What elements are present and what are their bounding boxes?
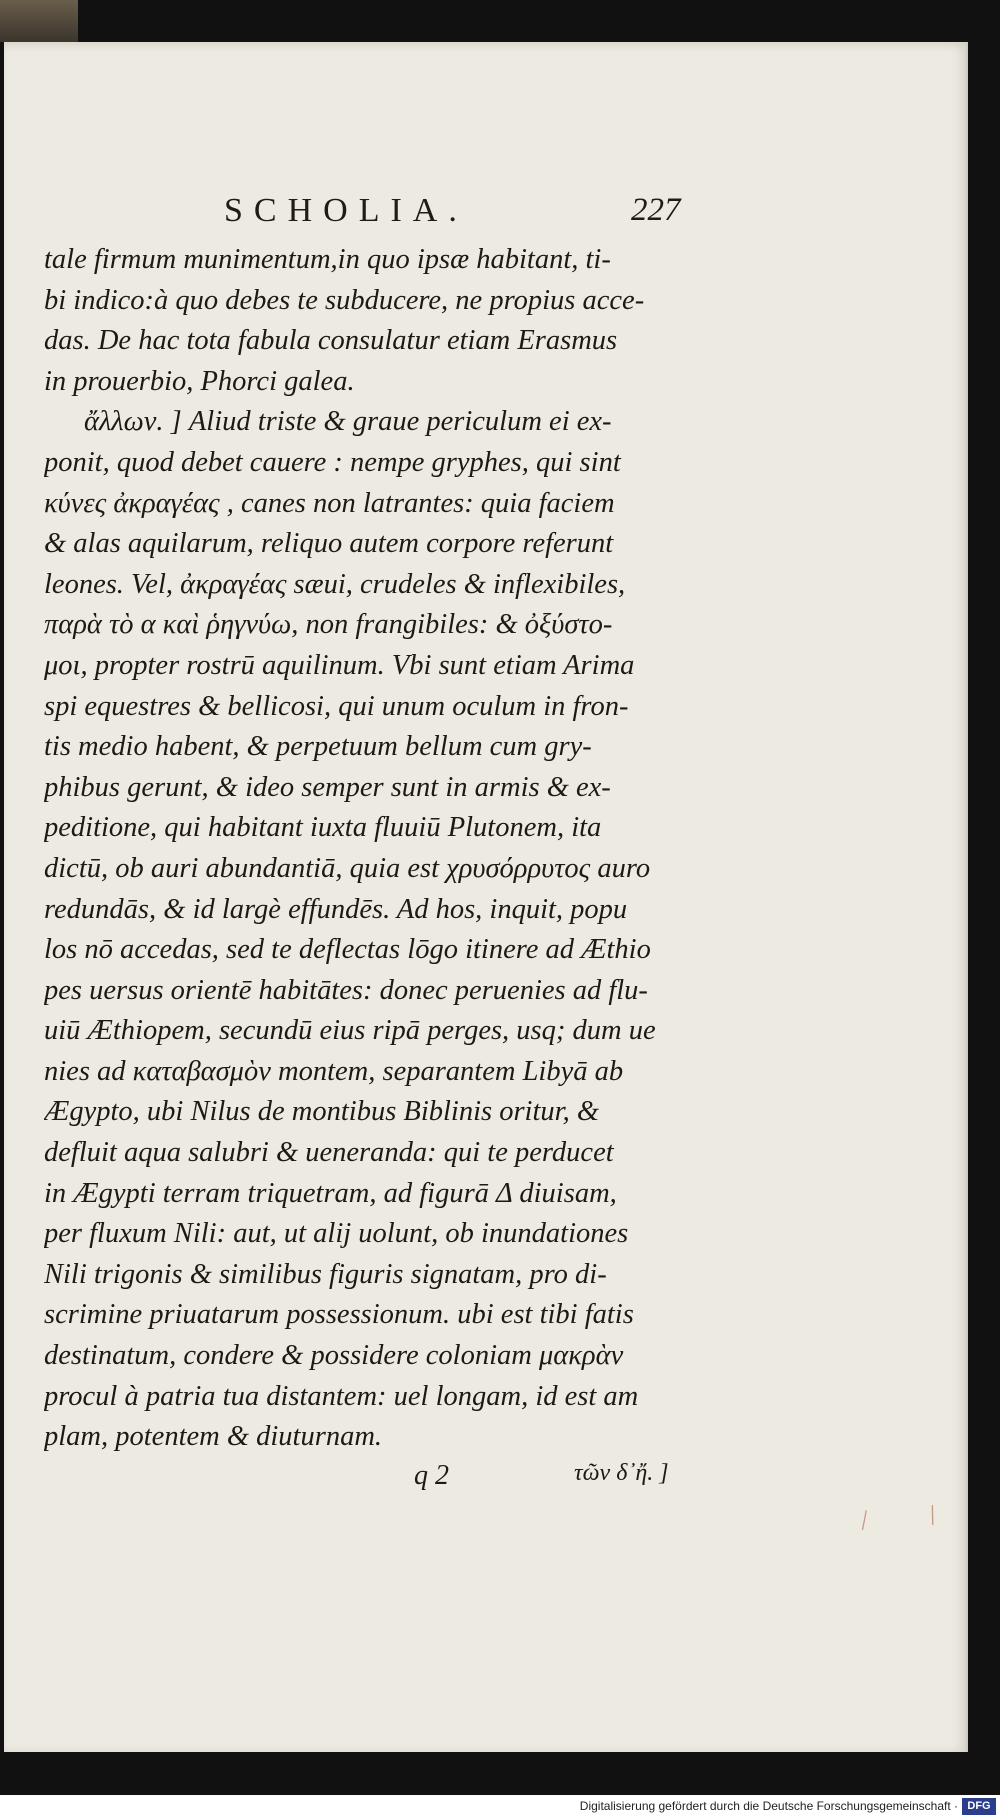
- scan-corner: [0, 0, 78, 42]
- text-line: redundās, & id largè effundēs. Ad hos, inquit, popu: [44, 893, 628, 925]
- text-line: in prouerbio, Phorci galea.: [44, 365, 355, 397]
- margin-stain: \: [853, 1505, 876, 1536]
- text-line: Nili trigonis & similibus figuris signatam, pro di-: [44, 1258, 607, 1290]
- text-line: κύνες ἀκραγέας , canes non latrantes: quia faciem: [44, 487, 615, 519]
- text-line: in Ægypti terram triquetram, ad figurā Δ diuisam,: [44, 1177, 617, 1209]
- catchline: [414, 1460, 674, 1500]
- text-line: ponit, quod debet cauere : nempe gryphes, qui sint: [44, 446, 621, 478]
- text-line: scrimine priuatarum possessionum. ubi est tibi fatis: [44, 1299, 634, 1331]
- signature-mark: q 2: [414, 1460, 449, 1491]
- margin-stain: /: [923, 1499, 942, 1532]
- text-line: tis medio habent, & perpetuum bellum cum gry-: [44, 731, 592, 763]
- text-line: bi indico:à quo debes te subducere, ne propius acce-: [44, 284, 645, 316]
- text-line: plam, potentem & diuturnam.: [44, 1421, 383, 1453]
- text-line: phibus gerunt, & ideo semper sunt in armis & ex-: [44, 771, 611, 803]
- text-line: spi equestres & bellicosi, qui unum oculum in fron-: [44, 690, 629, 722]
- text-line: & alas aquilarum, reliquo autem corpore referunt: [44, 528, 614, 560]
- page-number: 227: [631, 192, 681, 228]
- text-line: tale firmum munimentum,in quo ipsæ habitant, ti-: [44, 244, 611, 275]
- text-line: das. De hac tota fabula consulatur etiam Erasmus: [44, 325, 618, 357]
- text-line: los nō accedas, sed te deflectas lōgo itinere ad Æthio: [44, 934, 651, 966]
- text-line: per fluxum Nili: aut, ut alij uolunt, ob inundationes: [44, 1218, 629, 1250]
- running-head: SCHOLIA.: [224, 192, 468, 229]
- dfg-logo-icon: DFG: [962, 1798, 996, 1815]
- text-line: procul à patria tua distantem: uel longam, id est am: [44, 1380, 639, 1412]
- text-line: defluit aqua salubri & ueneranda: qui te perducet: [44, 1137, 614, 1169]
- book-page: [4, 42, 968, 1752]
- text-line: Ægypto, ubi Nilus de montibus Biblinis oritur, &: [44, 1096, 599, 1128]
- text-line: pes uersus orientē habitātes: donec peruenies ad flu-: [44, 974, 648, 1006]
- text-line: μοι, propter rostrū aquilinum. Vbi sunt etiam Arima: [44, 649, 635, 681]
- text-line: uiū Æthiopem, secundū eius ripā perges, usq; dum ue: [44, 1015, 656, 1047]
- text-line: nies ad καταβασμὸν montem, separantem Libyā ab: [44, 1055, 624, 1087]
- funding-credit: Digitalisierung gefördert durch die Deutsche Forschungsgemeinschaft ·: [579, 1799, 958, 1813]
- text-line: παρὰ τὸ α καὶ ῥηγνύω, non frangibiles: & ὀξύστο-: [44, 609, 613, 641]
- text-line: leones. Vel, ἀκραγέας sæui, crudeles & inflexibiles,: [44, 568, 626, 600]
- text-line: ἄλλων. ] Aliud triste & graue periculum ei ex-: [84, 406, 612, 438]
- text-line: peditione, qui habitant iuxta fluuiū Plutonem, ita: [44, 812, 602, 844]
- footer-bar: [0, 1795, 1000, 1819]
- text-line: destinatum, condere & possidere coloniam μακρὰν: [44, 1340, 624, 1372]
- catchword: τῶν δ᾽ἤ. ]: [574, 1460, 669, 1486]
- text-line: dictū, ob auri abundantiā, quia est χρυσόρρυτος auro: [44, 852, 651, 884]
- body-text: [44, 240, 694, 1458]
